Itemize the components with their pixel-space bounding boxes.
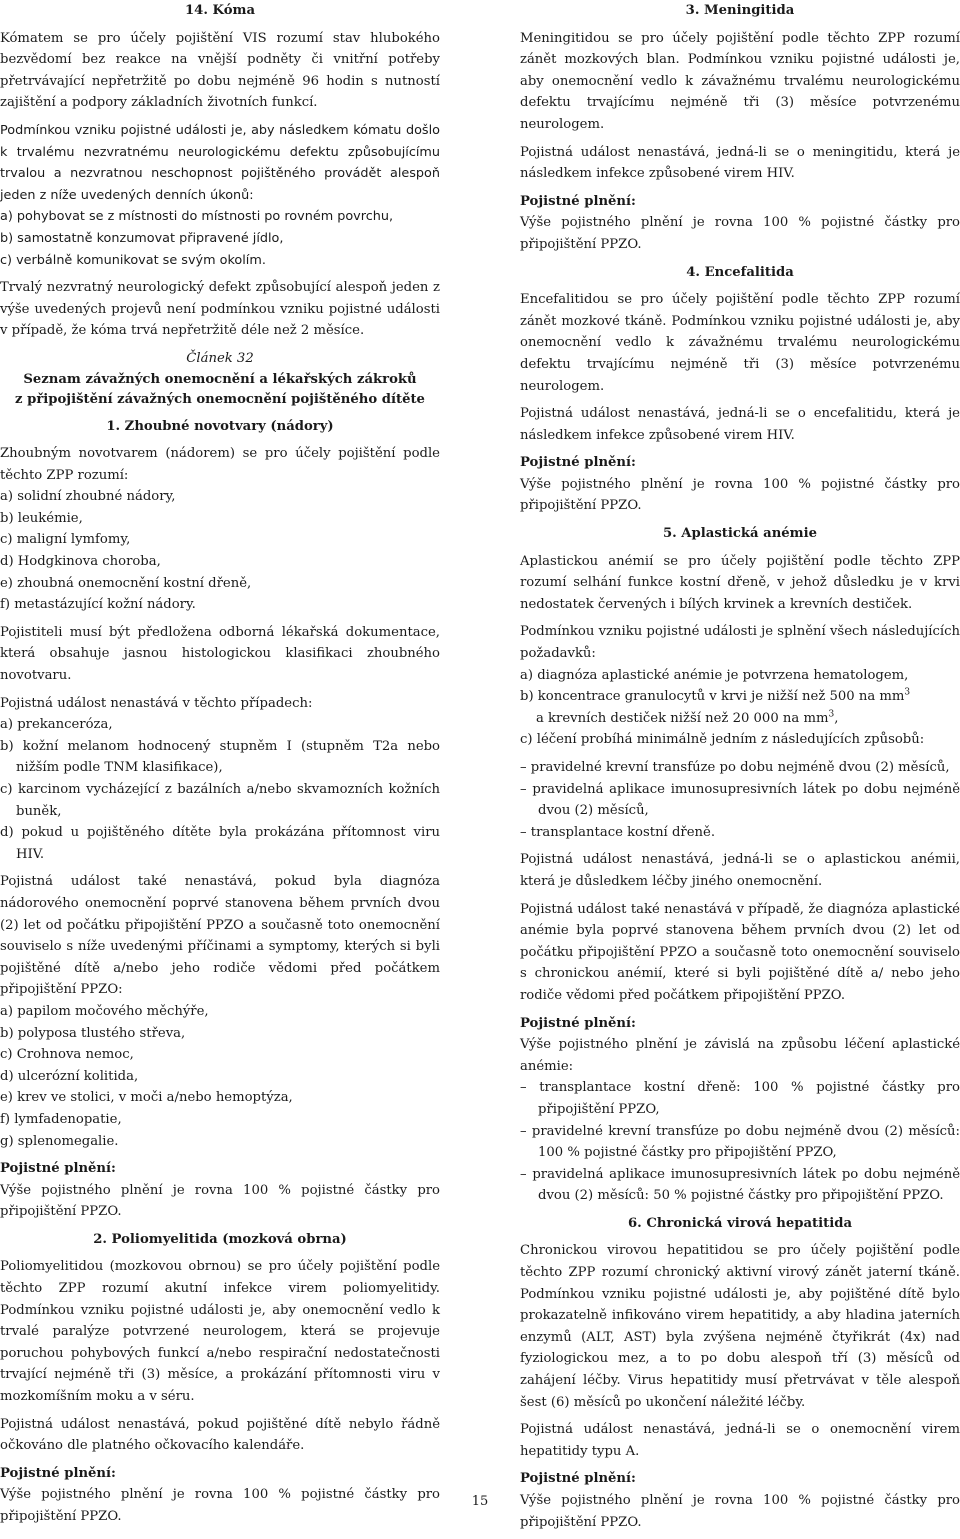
polio-paragraph-2: Pojistná událost nenastává, pokud pojištěné dítě nebylo řádně očkováno dle platného očkovacího kalendáře. — [0, 1416, 440, 1454]
tumor-list — [0, 486, 440, 616]
koma-paragraph-2: Podmínkou vzniku pojistné události je, aby následkem kómatu došlo k trvalému nezvratnému neurologickému defektu způsobujícímu trvalou a nezvratnou neschopnost pojištěného provádět alespoň jeden z níže uvedených denních úkonů: — [0, 122, 440, 203]
aplastic-paragraph-1: Aplastickou anémií se pro účely pojištění podle těchto ZPP rozumí selhání funkce kostní dřeně, v jehož důsledku je v krvi nedostatek červených i bílých krvinek a krevních destiček. — [520, 553, 960, 612]
list-item: – pravidelná aplikace imunosupresivních látek po dobu nejméně dvou (2) měsíců, — [520, 781, 960, 819]
benefit-label: Pojistné plnění: — [520, 455, 636, 471]
benefit-label: Pojistné plnění: — [0, 1465, 116, 1481]
aplastic-requirements-list — [520, 665, 960, 751]
list-item: a) diagnóza aplastické anémie je potvrzena hematologem, — [520, 667, 909, 683]
article-title-line-1: Seznam závažných onemocnění a lékařských zákroků — [23, 371, 417, 387]
list-item: b) samostatně konzumovat připravené jídlo, — [0, 230, 284, 246]
tumor-exclusions-list — [0, 714, 440, 865]
req-b-end: , — [834, 710, 839, 726]
list-item: – pravidelná aplikace imunosupresivních látek po dobu nejméně dvou (2) měsíců: 50 % pojistné částky pro připojištění PPZO. — [520, 1166, 960, 1204]
list-item: a) pohybovat se z místnosti do místnosti po rovném povrchu, — [0, 209, 394, 225]
list-item: a) solidní zhoubné nádory, — [0, 489, 176, 505]
hepatitis-paragraph-1: Chronickou virovou hepatitidou se pro účely pojištění podle těchto ZPP rozumí chronický aktivní virový zánět jaterní tkáně. Podmínkou vzniku pojistné události je, aby pojištěné dítě bylo prokazatelně infikováno virem hepatitidy, a aby hladina jaterních enzymů (ALT, AST) byla zvýšena nejméně čtyřikrát (4x) nad fyziologickou mez, a to po dobu alespoň tří (3) měsíců od zahájení léčby. Virus hepatitidy musí přetrvávat v těle alespoň šest (6) měsíců po ukončení náležité léčby. — [520, 1243, 960, 1410]
benefit-label: Pojistné plnění: — [520, 1471, 636, 1487]
benefit-text: Výše pojistného plnění je rovna 100 % pojistné částky pro připojištění PPZO. — [0, 1182, 440, 1220]
koma-paragraph-1: Kómatem se pro účely pojištění VIS rozumí stav hlubokého bezvědomí bez reakce na vnější podněty či vnitřní potřeby přetrvávající nepřetržitě po dobu nejméně 96 hodin s nutností zajištění a podpory základních životních funkcí. — [0, 30, 440, 111]
list-item: d) ulcerózní kolitida, — [0, 1068, 139, 1084]
benefit-label: Pojistné plnění: — [520, 193, 636, 209]
tumor-paragraph-3: Pojistná událost nenastává v těchto případech: — [0, 695, 313, 711]
tumor-paragraph-2: Pojistiteli musí být předložena odborná lékařská dokumentace, která obsahuje jasnou histologickou klasifikaci zhoubného novotvaru. — [0, 624, 440, 684]
list-item: g) splenomegalie. — [0, 1133, 119, 1149]
aplastic-methods-list — [520, 757, 960, 843]
page-number: 15 — [471, 1494, 489, 1509]
hepatitis-paragraph-2: Pojistná událost nenastává, jedná-li se o onemocnění virem hepatitidy typu A. — [520, 1422, 960, 1459]
list-item: – pravidelné krevní transfúze po dobu nejméně dvou (2) měsíců: 100 % pojistné částky pro připojištění PPZO, — [520, 1123, 960, 1161]
section-title-encephalitis: 4. Encefalitida — [686, 264, 794, 280]
benefit-label: Pojistné plnění: — [0, 1161, 116, 1177]
aplastic-paragraph-4: Pojistná událost také nenastává v případě, že diagnóza aplastické anémie byla poprvé stanovena během prvních dvou (2) let od počátku připojištění PPZO a současně toto onemocnění souviselo s chronickou anémií, které si byli pojištěné dítě a/ nebo jeho rodiče vědomi před počátkem připojištění PPZO. — [520, 901, 960, 1003]
tumor-paragraph-4: Pojistná událost také nenastává, pokud byla diagnóza nádorového onemocnění poprvé stanovena během prvních dvou (2) let od počátku připojištění PPZO a současně toto onemocnění souviselo s níže uvedenými příčinami a symptomy, kterých si byli pojištěné dítě a/nebo jeho rodiče vědomi před počátkem připojištění PPZO: — [0, 874, 440, 998]
tumor-paragraph-1: Zhoubným novotvarem (nádorem) se pro účely pojištění podle těchto ZPP rozumí: — [0, 446, 440, 483]
req-b-line-2: a krevních destiček nižší než 20 000 na mm — [536, 710, 829, 726]
superscript: 3 — [904, 687, 911, 698]
list-item: b) leukémie, — [0, 510, 83, 526]
benefit-text: Výše pojistného plnění je rovna 100 % pojistné částky pro připojištění PPZO. — [0, 1487, 440, 1524]
aplastic-benefit-intro: Výše pojistného plnění je závislá na způsobu léčení aplastické anémie: — [520, 1037, 960, 1074]
left-column — [0, 0, 440, 1534]
right-column — [520, 0, 960, 1539]
tumor-causes-list — [0, 1001, 440, 1152]
list-item: a) prekanceróza, — [0, 717, 113, 733]
section-title-koma: 14. Kóma — [184, 3, 255, 18]
meningitis-paragraph-1: Meningitidou se pro účely pojištění podle těchto ZPP rozumí zánět mozkových blan. Podmínkou vzniku pojistné události je, aby onemocnění vedlo k závažnému trvalému neurologickému defektu trvajícímu nejméně tři (3) měsíce potvrzenému neurologem. — [520, 30, 960, 132]
benefit-label: Pojistné plnění: — [520, 1015, 636, 1031]
list-item: f) metastázující kožní nádory. — [0, 597, 196, 613]
aplastic-benefits-list — [520, 1077, 960, 1207]
list-item: c) verbálně komunikovat se svým okolím. — [0, 252, 266, 268]
section-title-hepatitis: 6. Chronická virová hepatitida — [627, 1215, 852, 1231]
section-title-tumor: 1. Zhoubné novotvary (nádory) — [106, 418, 334, 434]
section-title-polio: 2. Poliomyelitida (mozková obrna) — [93, 1231, 347, 1247]
article-label: Článek 32 — [186, 350, 254, 366]
list-item: a) papilom močového měchýře, — [0, 1003, 209, 1019]
article-title-line-2: z připojištění závažných onemocnění pojištěného dítěte — [15, 391, 425, 407]
polio-paragraph-1: Poliomyelitidou (mozkovou obrnou) se pro účely pojištění podle těchto ZPP rozumí akutní infekce virem poliomyelitidy. Podmínkou vzniku pojistné události je, aby onemocnění vedlo k trvalé paralýze potvrzené neurologem, která se projevuje poruchou pohybových funkcí a/nebo respirační nedostatečnosti trvající nejméně tři (3) měsíce, a prokázání přítomnosti viru v mozkomíšním moku a v séru. — [0, 1259, 440, 1405]
list-item: – transplantace kostní dřeně. — [520, 824, 716, 840]
aplastic-paragraph-3: Pojistná událost nenastává, jedná-li se o aplastickou anémii, která je důsledkem léčby jiného onemocnění. — [520, 852, 960, 889]
list-item: b) kožní melanom hodnocený stupněm I (stupněm T2a nebo nižším podle TNM klasifikace), — [0, 738, 440, 776]
superscript: 3 — [828, 709, 835, 720]
list-item: d) pokud u pojištěného dítěte byla prokázána přítomnost viru HIV. — [0, 825, 440, 862]
section-title-aplastic-anemia: 5. Aplastická anémie — [662, 526, 818, 542]
list-item: e) zhoubná onemocnění kostní dřeně, — [0, 575, 252, 591]
encephalitis-paragraph-2: Pojistná událost nenastává, jedná-li se o encefalitidu, která je následkem infekce způsobené virem HIV. — [520, 406, 960, 443]
benefit-text: Výše pojistného plnění je rovna 100 % pojistné částky pro připojištění PPZO. — [520, 215, 960, 252]
list-item: – pravidelné krevní transfúze po dobu nejméně dvou (2) měsíců, — [520, 760, 950, 775]
aplastic-paragraph-2: Podmínkou vzniku pojistné události je splnění všech následujících požadavků: — [520, 624, 960, 662]
koma-paragraph-3: Trvalý nezvratný neurologický defekt způsobující alespoň jeden z výše uvedených projevů není podmínkou vzniku pojistné události v případě, že kóma trvá nepřetržitě déle než 2 měsíce. — [0, 280, 440, 339]
benefit-text: Výše pojistného plnění je rovna 100 % pojistné částky pro připojištění PPZO. — [520, 1493, 960, 1530]
meningitis-paragraph-2: Pojistná událost nenastává, jedná-li se o meningitidu, která je následkem infekce způsobené virem HIV. — [520, 144, 960, 182]
list-item: c) Crohnova nemoc, — [0, 1047, 134, 1063]
section-title-meningitis: 3. Meningitida — [685, 3, 795, 18]
req-b-line-1: b) koncentrace granulocytů v krvi je nižší než 500 na mm — [520, 689, 905, 705]
list-item: b) polyposa tlustého střeva, — [0, 1025, 186, 1041]
list-item: c) maligní lymfomy, — [0, 532, 131, 548]
benefit-text: Výše pojistného plnění je rovna 100 % pojistné částky pro připojištění PPZO. — [520, 476, 960, 514]
list-item: – transplantace kostní dřeně: 100 % pojistné částky pro připojištění PPZO, — [520, 1080, 960, 1117]
list-item: c) léčení probíhá minimálně jedním z následujících způsobů: — [520, 732, 925, 748]
list-item: c) karcinom vycházející z bazálních a/nebo skvamozních kožních buněk, — [0, 782, 440, 819]
encephalitis-paragraph-1: Encefalitidou se pro účely pojištění podle těchto ZPP rozumí zánět mozkové tkáně. Podmínkou vzniku pojistné události je, aby onemocnění vedlo k závažnému trvalému neurologickému defektu trvajícímu nejméně tři (3) měsíce potvrzenému neurologem. — [520, 292, 960, 394]
list-item: d) Hodgkinova choroba, — [0, 554, 161, 570]
list-item: f) lymfadenopatie, — [0, 1111, 122, 1127]
list-item: e) krev ve stolici, v moči a/nebo hemoptýza, — [0, 1090, 293, 1106]
koma-list — [0, 206, 440, 271]
list-item — [520, 686, 960, 729]
